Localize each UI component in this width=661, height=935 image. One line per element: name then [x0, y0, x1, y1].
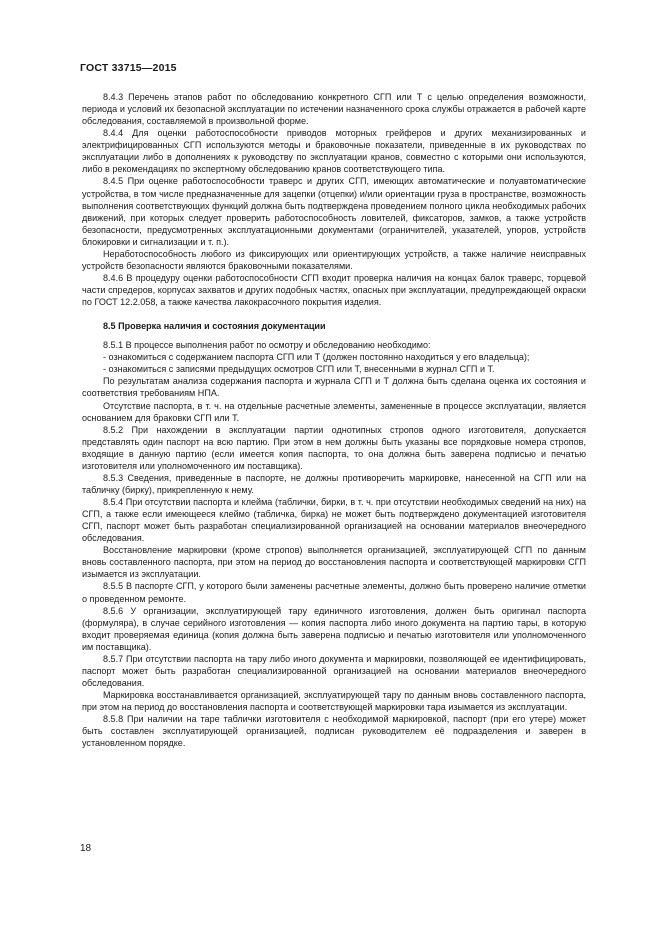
- paragraph-8-5-3: 8.5.3 Сведения, приведенные в паспорте, не должны противоречить маркировке, нанесенной на СГП или на табличку (бирку), прикрепленную к нему.: [82, 472, 586, 495]
- paragraph-8-5-5: 8.5.5 В паспорте СГП, у которого были заменены расчетные элементы, должно быть проверено наличие отметки о проведенном ремонте.: [82, 581, 586, 604]
- paragraph-8-4-5-note: Неработоспособность любого из фиксирующих или ориентирующих устройств, а также наличие неисправных устройств безопасности являются браковочными показателями.: [82, 248, 586, 271]
- paragraph-analysis-result: По результатам анализа содержания паспорта и журнала СГП и Т должна быть сделана оценка их состояния и соответствия требованиям НПА.: [82, 376, 586, 399]
- list-item-passport: - ознакомиться с содержанием паспорта СГП или Т (должен постоянно находиться у его владельца);: [103, 352, 530, 363]
- paragraph-8-5-6: 8.5.6 У организации, эксплуатирующей тару единичного изготовления, должен быть оригинал паспорта (формуляра), в случае серийного изготовления — копия паспорта либо иного документа на партию тары, в которую входит проверяемая единица (копия должна быть заверена подписью и печатью изготовителя или уполномоченного им поставщика).: [82, 605, 586, 652]
- paragraph-8-5-1: 8.5.1 В процессе выполнения работ по осмотру и обследованию необходимо:: [103, 340, 431, 351]
- paragraph-8-4-4: 8.4.4 Для оценки работоспособности приводов моторных грейферов и других механизированных и электрифицированных СГП используются методы и браковочные показатели, приведенные в их руководствах по эксплуатации либо в дополнениях к руководству по эксплуатации кранов, совместно с которыми они используются, либо в рекомендациях по экспертному обследованию кранов соответствующего типа.: [82, 128, 586, 175]
- paragraph-8-4-3: 8.4.3 Перечень этапов работ по обследованию конкретного СГП или Т с целью определения возможности, периода и условий их безопасной эксплуатации по истечении назначенного срока службы отражается в рабочей карте обследования, составляемой в произвольной форме.: [82, 92, 586, 127]
- section-heading-8-5: 8.5 Проверка наличия и состояния документации: [103, 321, 326, 332]
- paragraph-8-5-2: 8.5.2 При нахождении в эксплуатации партии однотипных стропов одного изготовителя, допускается представлять один паспорт на всю партию. При этом в нем должны быть указаны все порядковые номера стропов, входящие в данную партию (если имеется копия паспорта, то она должна быть заверена подписью и печатью изготовителя или уполномоченного им поставщика).: [82, 424, 586, 471]
- page-number: 18: [80, 843, 92, 854]
- paragraph-8-4-6: 8.4.6 В процедуру оценки работоспособности СГП входит проверка наличия на концах балок траверс, торцевой части спредеров, корпусах захватов и других подобных частях, опасных при эксплуатации, предупреждающей окраски по ГОСТ 12.2.058, а также качества лакокрасочного покрытия изделия.: [82, 272, 586, 308]
- paragraph-missing-passport: Отсутствие паспорта, в т. ч. на отдельные расчетные элементы, замененные в процессе эксплуатации, является основанием для браковки СГП или Т.: [82, 400, 586, 423]
- paragraph-marking-restoration: Восстановление маркировки (кроме стропов) выполняется организацией, эксплуатирующей СГП по данным вновь составленного паспорта, при этом на период до восстановления паспорта и соответствующей маркировки СГП изымается из эксплуатации.: [82, 545, 586, 580]
- paragraph-8-5-7: 8.5.7 При отсутствии паспорта на тару либо иного документа и маркировки, позволяющей ее идентифицировать, паспорт может быть разработан специализированной организацией на основании материалов внеочередного обследования.: [82, 653, 586, 688]
- paragraph-8-5-8: 8.5.8 При наличии на таре таблички изготовителя с необходимой маркировкой, паспорт (при его утере) может быть составлен эксплуатирующей организацией, подписан руководителем её подразделения и заверен в установленном порядке.: [82, 714, 586, 749]
- paragraph-tare-marking: Маркировка восстанавливается организацией, эксплуатирующей тару по данным вновь составленного паспорта, при этом на период до восстановления паспорта и соответствующей маркировки тара изымается из эксплуатации.: [82, 690, 586, 713]
- paragraph-8-5-4: 8.5.4 При отсутствии паспорта и клейма (таблички, бирки, в т. ч. при отсутствии необходимых сведений на них) на СГП, а также если имеющееся клеймо (табличка, бирка) не может быть подтверждено документацией изготовителя СГП, паспорт может быть разработан специализированной организацией на основании материалов внеочередного обследования.: [82, 497, 586, 544]
- standard-title: ГОСТ 33715—2015: [80, 62, 177, 74]
- list-item-journal: - ознакомиться с записями предыдущих осмотров СГП или Т, внесенными в журнал СГП и Т.: [103, 364, 495, 375]
- document-body: [82, 91, 586, 749]
- paragraph-8-4-5: 8.4.5 При оценке работоспособности траверс и других СГП, имеющих автоматические и полуавтоматические устройства, в том числе предназначенные для зацепки (отцепки) и/или ориентации груза в пространстве, возможность выполнения соответствующих функций должна быть подтверждена проведением полного цикла необходимых рабочих движений, при которых следует проверить работоспособность ловителей, фиксаторов, замков, а также устройств безопасности, предусмотренных эксплуатационными документами (ограничителей, указателей, упоров, устройств блокировки и сигнализации и т. п.).: [82, 176, 586, 247]
